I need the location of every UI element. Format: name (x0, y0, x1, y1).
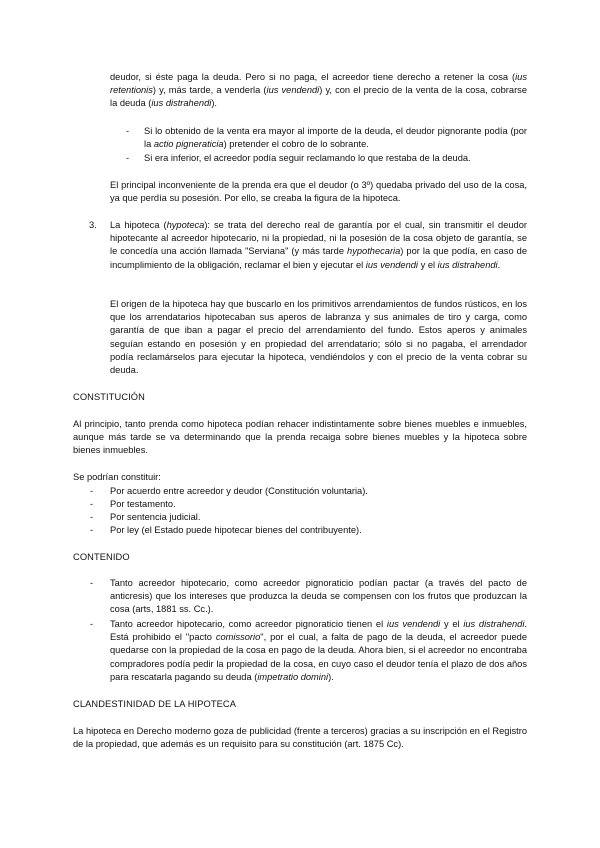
list-item (90, 618, 527, 686)
numbered-item-hipoteca (89, 219, 527, 273)
dash-marker: - (90, 619, 94, 629)
list-item-text: Por acuerdo entre acreedor y deudor (Constitución voluntaria). (110, 486, 368, 496)
list-item (90, 498, 527, 512)
dash-marker: - (90, 578, 94, 588)
heading-clandestinidad: CLANDESTINIDAD DE LA HIPOTECA (73, 699, 237, 709)
paragraph-publicidad: La hipoteca en Derecho moderno goza de publicidad (frente a terceros) gracias a su inscripción en el Registro de la propiedad, que además es un requisito para su constitución (art. 1875 Cc). (73, 726, 527, 750)
numbered-item-text: La hipoteca (hypoteca): se trata del derecho real de garantía por el cual, sin transmitir el deudor hipotecante al acreedor hipotecario, ni la propiedad, ni la posesión de la cosa objeto de garantía, se le concedía una acción llamada "Serviana" (y más tarde hypothecaria) por la que podía, en caso de incumplimiento de la obligación, reclamar el bien y ejecutar el ius vendendi y el ius distrahendi. (110, 220, 528, 270)
dash-marker: - (90, 486, 94, 496)
list-item-text: Si lo obtenido de la venta era mayor al importe de la deuda, el deudor pignorante podía (por la actio pigneraticia) pretender el cobro de lo sobrante. (144, 126, 527, 150)
paragraph-se-podrian: Se podrían constituir: (73, 472, 161, 482)
dash-marker: - (90, 525, 94, 535)
paragraph-principio: Al principio, tanto prenda como hipoteca podían rehacer indistintamente sobre bienes muebles e inmuebles, aunque más tarde se va determinando que la prenda recaiga sobre bienes muebles y la hipoteca sobre bienes inmuebles. (73, 419, 527, 456)
list-item-text: Por testamento. (110, 499, 176, 509)
dash-marker: - (126, 153, 130, 163)
list-item (90, 511, 527, 525)
list-item-text: Si era inferior, el acreedor podía seguir reclamando lo que restaba de la deuda. (144, 153, 471, 163)
list-item-text: Por ley (el Estado puede hipotecar bienes del contribuyente). (110, 525, 362, 535)
list-item (90, 524, 527, 538)
list-item (90, 485, 527, 499)
heading-contenido: CONTENIDO (73, 552, 130, 562)
heading-constitucion: CONSTITUCIÓN (73, 392, 145, 402)
list-item (126, 152, 527, 166)
list-item (90, 577, 527, 617)
item-number: 3. (89, 220, 97, 230)
list-item (126, 125, 527, 152)
paragraph-origen: El origen de la hipoteca hay que buscarlo en los primitivos arrendamientos de fundos rústicos, en los que los arrendatarios hipotecaban sus aperos de labranza y sus animales de tiro y carga, como garantía de que iban a pagar el precio del arrendamiento del fundo. Estos aperos y animales seguían estando en posesión y en propiedad del arrendatario; sólo si no pagaba, el arrendador podía reclamárselos para ejecutar la hipoteca, vendiéndolos y con el precio de la venta cobrar su deuda. (110, 299, 527, 376)
list-item-text: Tanto acreedor hipotecario, como acreedor pignoraticio tienen el ius vendendi y el ius distrahendi. Está prohibido el "pacto comissorio", por el cual, a falta de pago de la deuda, el acreedor puede quedarse con la propiedad de la cosa en pago de la deuda. Ahora bien, si el acreedor no encontraba compradores podía pedir la propiedad de la cosa, en cuyo caso el deudor tenía el plazo de dos años para rescatarla pagando su deuda (impetratio domini). (110, 619, 528, 682)
list-item-text: Por sentencia judicial. (110, 512, 201, 522)
dash-marker: - (126, 126, 130, 136)
dash-marker: - (90, 512, 94, 522)
paragraph-deudor: deudor, si éste paga la deuda. Pero si no paga, el acreedor tiene derecho a retener la cosa (ius retentionis) y, más tarde, a venderla (ius vendendi) y, con el precio de la venta de la cosa, cobrarse la deuda (ius distrahendi). (110, 72, 527, 109)
paragraph-inconveniente: El principal inconveniente de la prenda era que el deudor (o 3º) quedaba privado del uso de la cosa, ya que perdía su posesión. Por ello, se creaba la figura de la hipoteca. (110, 180, 527, 204)
list-item-text: Tanto acreedor hipotecario, como acreedor pignoraticio podían pactar (a través del pacto de anticresis) que los intereses que produzca la deuda se compensen con los frutos que produzcan la cosa (arts, 1881 ss. Cc.). (110, 578, 527, 615)
dash-marker: - (90, 499, 94, 509)
